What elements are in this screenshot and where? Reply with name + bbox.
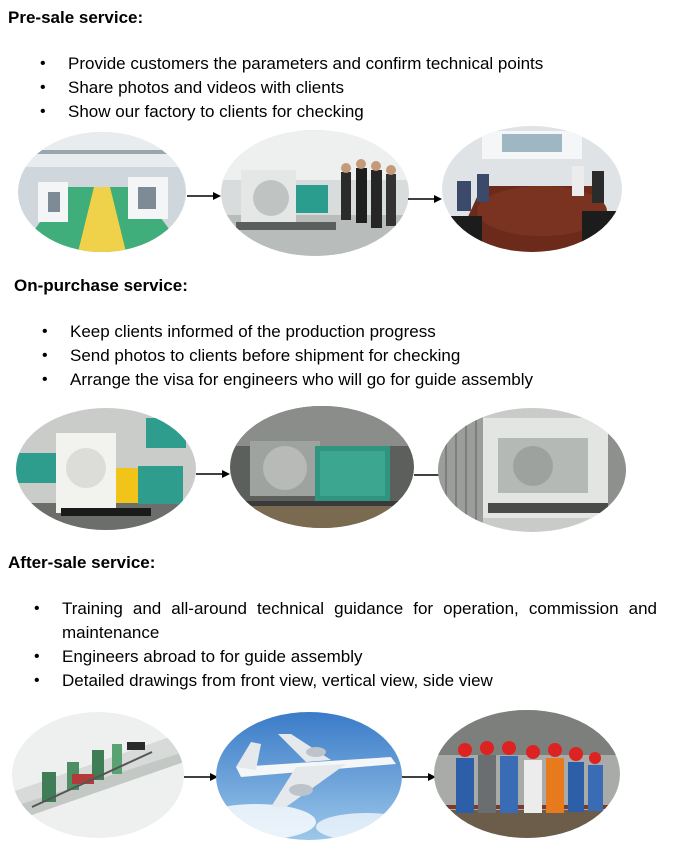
right-arrow-icon — [408, 194, 442, 204]
list-item: • Keep clients informed of the production progress — [40, 320, 660, 344]
right-arrow-icon — [402, 772, 436, 782]
factory-workshop-photo — [18, 132, 186, 252]
list-item: • Send photos to clients before shipment for checking — [40, 344, 660, 368]
on-purchase-list — [40, 320, 660, 392]
pre-sale-list — [38, 52, 658, 124]
after-sale-heading: After-sale service: — [8, 553, 156, 572]
right-arrow-icon — [184, 772, 218, 782]
list-item: • Provide customers the parameters and confirm technical points — [38, 52, 658, 76]
after-sale-list — [32, 597, 657, 693]
pre-sale-heading: Pre-sale service: — [8, 8, 144, 27]
meeting-room-photo — [442, 126, 622, 252]
production-line-drawing — [12, 712, 184, 838]
clients-inspecting-machine-photo — [221, 130, 409, 256]
list-item: • Share photos and videos with clients — [38, 76, 658, 100]
list-item: • Arrange the visa for engineers who will go for guide assembly — [40, 368, 660, 392]
wrapped-machine-photo — [230, 406, 414, 528]
container-loading-photo — [438, 408, 626, 532]
list-item: • Show our factory to clients for checking — [38, 100, 658, 124]
airplane-photo — [216, 712, 402, 840]
list-item: • Training and all-around technical guidance for operation, commission and maintenance — [32, 597, 657, 645]
engineers-onsite-photo — [434, 710, 620, 838]
right-arrow-icon — [187, 191, 221, 201]
list-item: • Engineers abroad to for guide assembly — [32, 645, 657, 669]
on-purchase-heading: On-purchase service: — [14, 276, 188, 295]
right-arrow-icon — [196, 469, 230, 479]
pellet-machine-photo — [16, 408, 196, 530]
list-item: • Detailed drawings from front view, vertical view, side view — [32, 669, 657, 693]
